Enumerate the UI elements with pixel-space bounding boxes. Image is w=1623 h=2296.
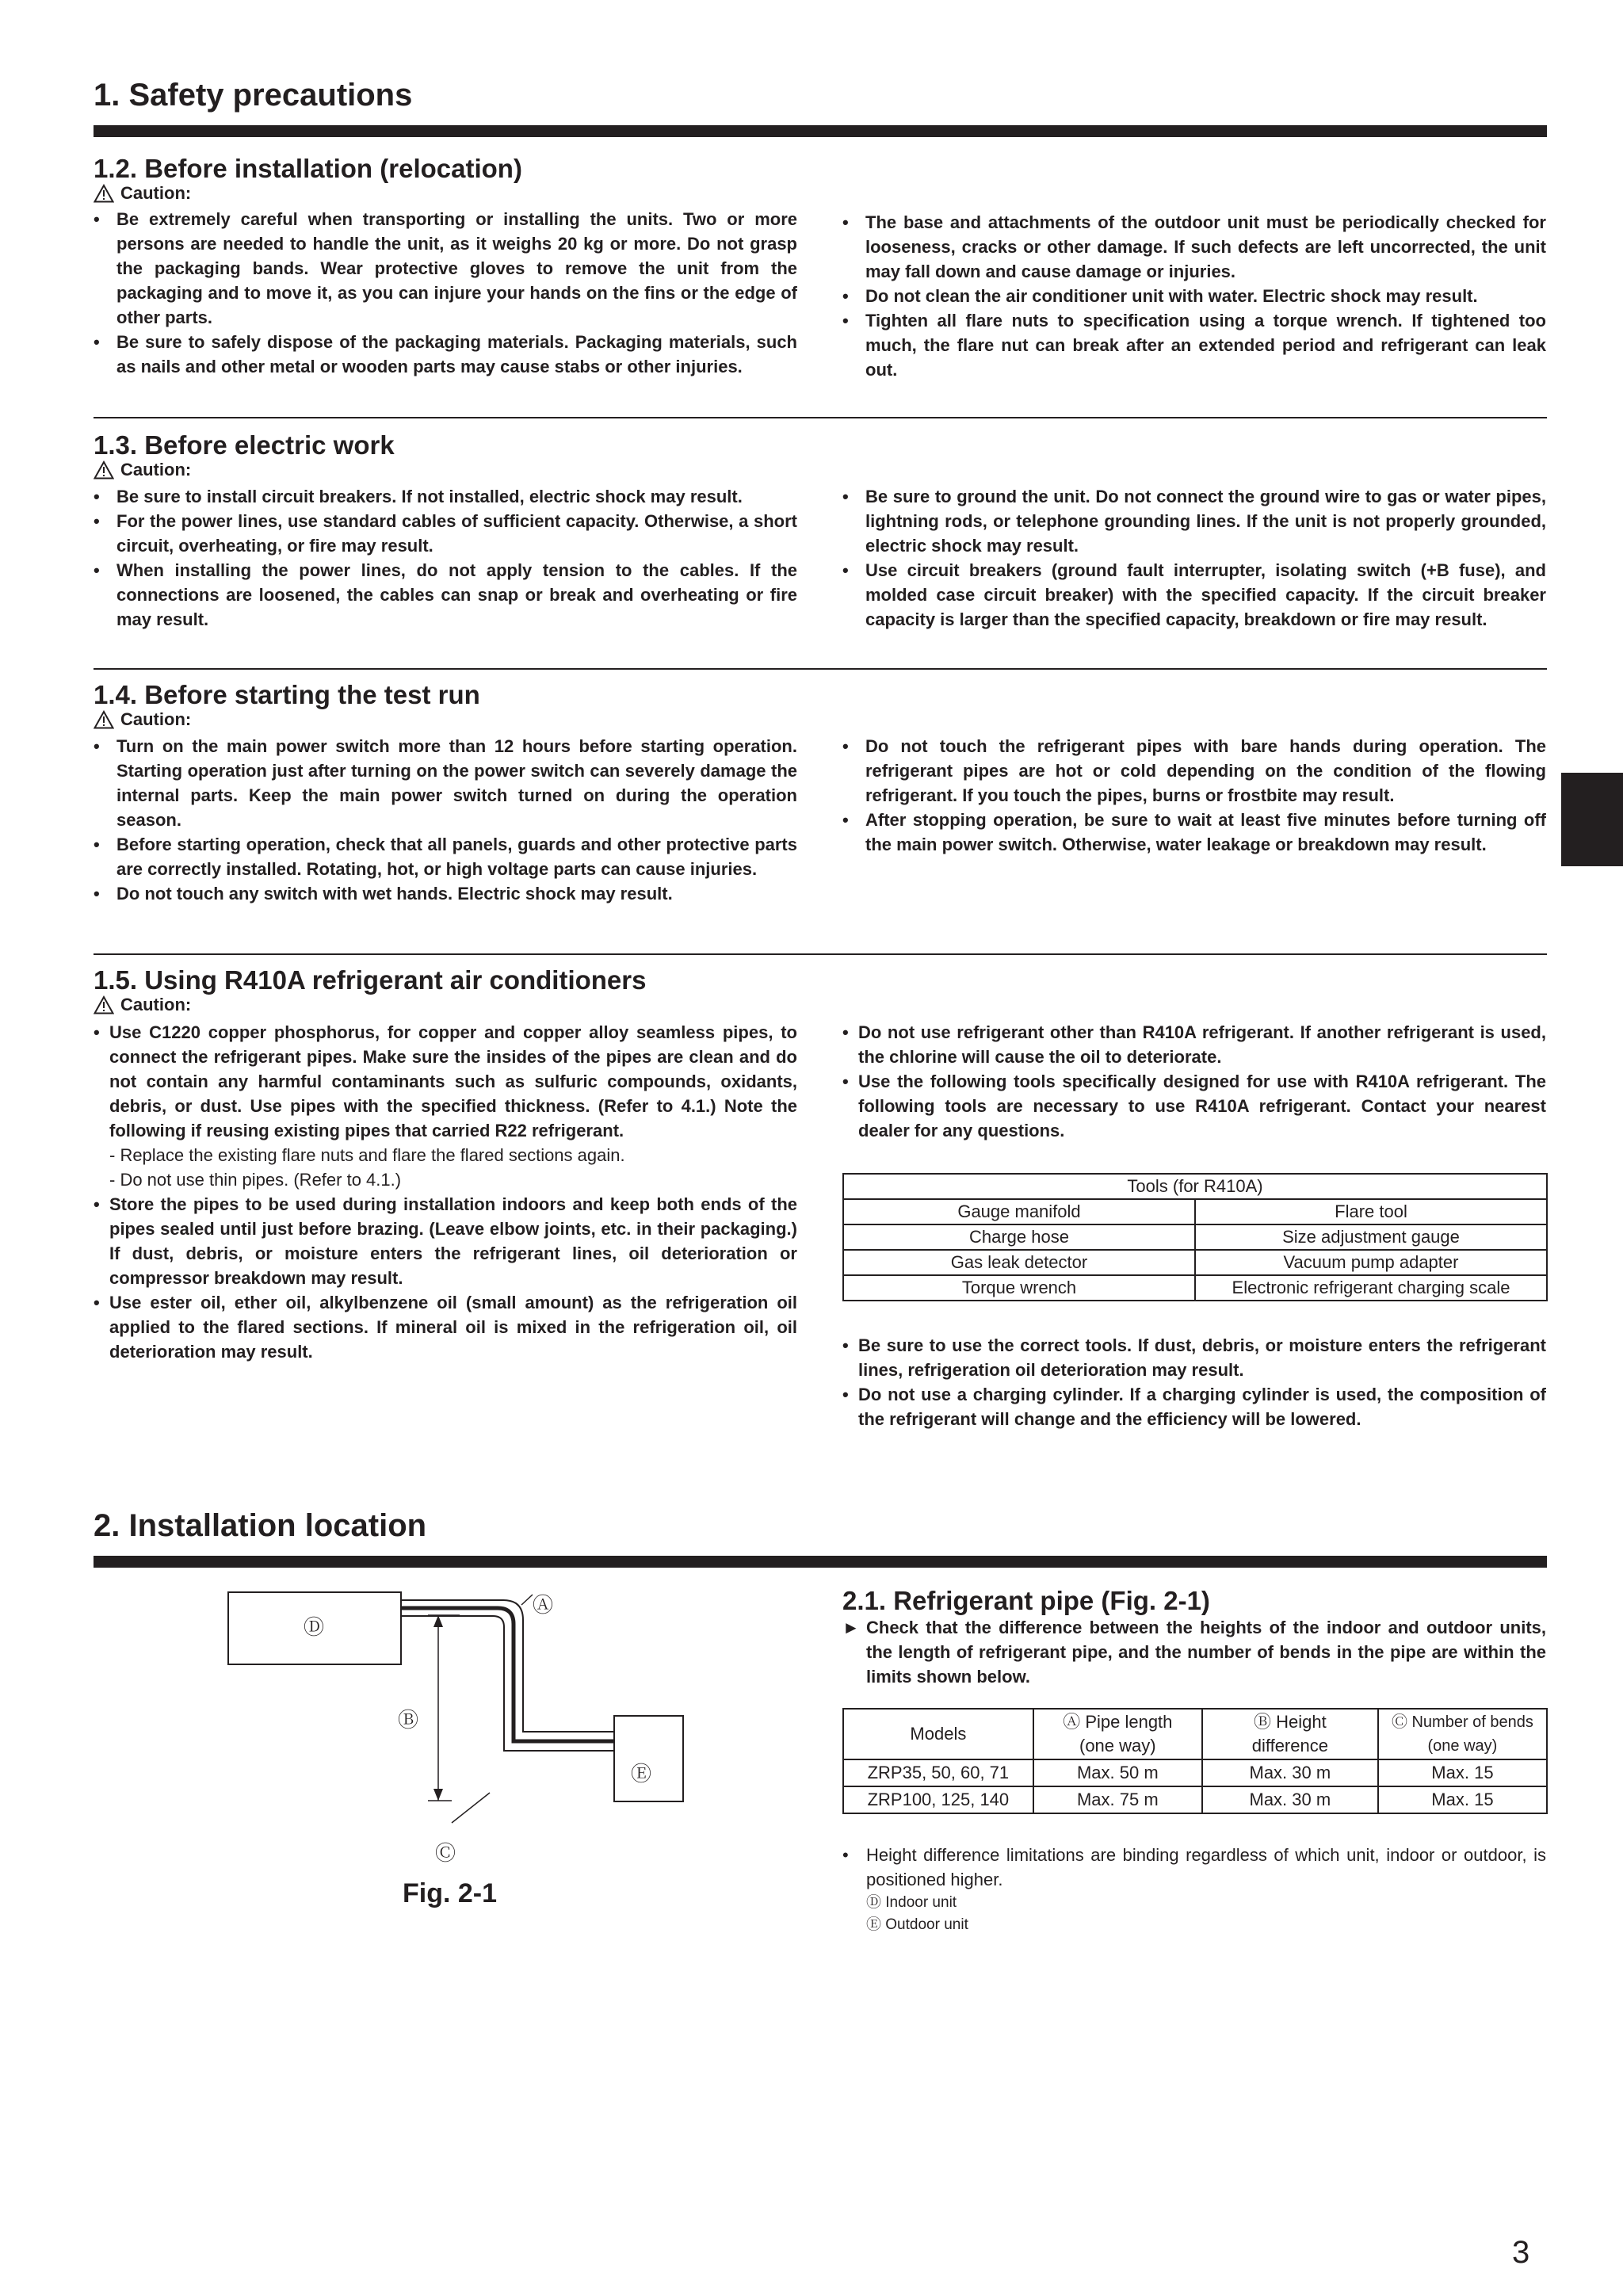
s21-title: 2.1. Refrigerant pipe (Fig. 2-1) [842,1586,1210,1615]
list-item: • Be sure to use the correct tools. If dust, debris, or moisture enters the refrigerant lines, refrigeration oil deterioration may result. [842,1333,1546,1382]
col-height-diff [1202,1709,1378,1759]
fig-label-c: Ⓒ [435,1841,456,1865]
check-text: Check that the difference between the heights of the indoor and outdoor units, the length of refrigerant pipe, and the number of bends in the pipe are within the limits shown below. [866,1618,1546,1687]
table-cell: Max. 75 m [1033,1786,1202,1813]
list-item: • Do not clean the air conditioner unit with water. Electric shock may result. [842,284,1546,308]
list-item: • Do not use a charging cylinder. If a charging cylinder is used, the composition of the refrigerant will change and the efficiency will be lowered. [842,1382,1546,1431]
col-height-line1: Ⓑ Height [1254,1712,1327,1732]
list-item: • After stopping operation, be sure to wait at least five minutes before turning off the main power switch. Otherwise, water leakage or breakdown may result. [842,808,1546,857]
fig-label-a: Ⓐ [533,1593,554,1617]
tools-table-header: Tools (for R410A) [843,1174,1547,1199]
pipe-line-outer [401,1600,614,1732]
table-row [843,1250,1547,1275]
list-item: • When installing the power lines, do not apply tension to the cables. If the connections are loosened, the cables can snap or break and overheating or fire may result. [94,558,797,632]
list-item: • Do not touch the refrigerant pipes with bare hands during operation. The refrigerant pipes are hot or cold depending on the condition of the flowing refrigerant. If you touch the pipes, burns or frostbite may result. [842,734,1546,808]
table-cell: Max. 30 m [1202,1759,1378,1786]
s14-title: 1.4. Before starting the test run [94,680,480,709]
sub-note: - Replace the existing flare nuts and flare the flared sections again. [109,1145,625,1165]
table-cell: Size adjustment gauge [1195,1224,1547,1250]
warning-triangle-icon [94,995,114,1014]
table-cell: Charge hose [843,1224,1195,1250]
col-height-line2: difference [1251,1736,1328,1755]
list-item: • Be sure to ground the unit. Do not connect the ground wire to gas or water pipes, lightning rods, or telephone grounding lines. If the unit is not properly grounded, electric shock may result. [842,484,1546,558]
list-item: • Be sure to install circuit breakers. If not installed, electric shock may result. [94,484,797,509]
caution-label: Caution: [120,460,192,479]
list-item: • Use C1220 copper phosphorus, for copper and copper alloy seamless pipes, to connect the refrigerant pipes. Make sure the insides of the pipes are clean and do not contain any harmful contaminants such as sulfuric compounds, oxidants, debris, or dust. Use pipes with the specified thickness. (Refer to 4.1.) Note the following if reusing existing pipes that carried R22 refrigerant. [94,1020,797,1143]
s12-caution [94,183,191,204]
list-item: • Height difference limitations are binding regardless of which unit, indoor or outdoor, is positioned higher. [842,1843,1546,1892]
s12-right [842,210,1546,382]
table-row [843,1759,1547,1786]
col-bends [1378,1709,1547,1759]
s13-right [842,484,1546,632]
arrow-down [433,1789,443,1801]
table-cell: Flare tool [1195,1199,1547,1224]
legend-indoor-unit: Ⓓ Indoor unit [866,1894,957,1911]
col-pipe-length [1033,1709,1202,1759]
s15-divider [94,953,1547,955]
table-cell: Max. 50 m [1033,1759,1202,1786]
list-item: • Turn on the main power switch more than 12 hours before starting operation. Starting operation just after turning on the power switch can severely damage the internal parts. Keep the main power switch turned on during the operation season. [94,734,797,832]
col-models: Models [843,1709,1033,1759]
table-cell: Max. 30 m [1202,1786,1378,1813]
warning-triangle-icon [94,710,114,729]
table-cell: Torque wrench [843,1275,1195,1301]
list-item: • Be extremely careful when transporting or installing the units. Two or more persons are needed to handle the unit, as it weighs 20 kg or more. Do not grasp the packaging bands. Wear protective gloves to remove the unit from the packaging and to move it, as you can injure your hands on the fins or the edge of other parts. [94,207,797,330]
pipe-line-middle [401,1608,614,1741]
leader-line-a [521,1595,533,1605]
fig-label-e: Ⓔ [631,1762,652,1786]
fig-label-b: Ⓑ [398,1708,419,1732]
section1-rule [94,125,1547,137]
s21-notes [842,1843,1546,1936]
list-item: • Do not touch any switch with wet hands. Electric shock may result. [94,881,797,906]
leader-line-c [452,1793,490,1823]
table-cell: Gauge manifold [843,1199,1195,1224]
list-item: • Use circuit breakers (ground fault interrupter, isolating switch (+B fuse), and molded case circuit breaker) with the specified capacity. If the circuit breaker capacity is larger than the specified capacity, breakdown or fire may result. [842,558,1546,632]
caution-label: Caution: [120,995,192,1014]
fig-label-d: Ⓓ [304,1615,325,1639]
s13-left [94,484,797,632]
list-item: • Store the pipes to be used during installation indoors and keep both ends of the pipes sealed until just before brazing. (Leave elbow joints, etc. in their packaging.) If dust, debris, or moisture enters the refrigerant lines, oil deterioration or compressor breakdown may result. [94,1192,797,1290]
table-row [843,1224,1547,1250]
table-cell: ZRP100, 125, 140 [843,1786,1033,1813]
page-number: 3 [1512,2235,1530,2270]
fig-caption: Fig. 2-1 [403,1878,498,1908]
col-bends-line1: Ⓒ Number of bends [1391,1713,1533,1731]
list-item: • The base and attachments of the outdoor unit must be periodically checked for looseness, cracks or other damage. If such defects are left uncorrected, the unit may fall down and cause damage or injuries. [842,210,1546,284]
s13-title: 1.3. Before electric work [94,430,395,460]
table-row [843,1275,1547,1301]
list-item: • Use the following tools specifically designed for use with R410A refrigerant. The following tools are necessary to use R410A refrigerant. Contact your nearest dealer for any questions. [842,1069,1546,1143]
pipe-line-inner [401,1616,614,1751]
table-header-row [843,1709,1547,1759]
triangle-marker-icon: ► [842,1618,860,1637]
caution-label: Caution: [120,709,192,729]
s21-check [842,1615,1546,1689]
caution-label: Caution: [120,183,192,203]
s14-left [94,734,797,906]
section1-title: 1. Safety precautions [94,78,413,113]
table-cell: Vacuum pump adapter [1195,1250,1547,1275]
table-cell: Gas leak detector [843,1250,1195,1275]
list-item: • Before starting operation, check that all panels, guards and other protective parts are correctly installed. Rotating, hot, or high voltage parts can cause injuries. [94,832,797,881]
table-row [843,1786,1547,1813]
list-item: • For the power lines, use standard cables of sufficient capacity. Otherwise, a short circuit, overheating, or fire may result. [94,509,797,558]
s13-caution [94,460,191,480]
arrow-up [433,1615,443,1627]
s12-left [94,207,797,379]
list-item: • Be sure to safely dispose of the packaging materials. Packaging materials, such as nails and other metal or wooden parts may cause stabs or other injuries. [94,330,797,379]
section2-title: 2. Installation location [94,1508,427,1543]
chapter-tab [1561,773,1623,866]
table-row [843,1199,1547,1224]
s15-right-top [842,1020,1546,1143]
s15-left [94,1020,797,1364]
s14-divider [94,668,1547,670]
fig-2-1-diagram [214,1581,721,1874]
col-pipe-length-line1: Ⓐ Pipe length [1063,1712,1173,1732]
col-bends-line2: (one way) [1427,1737,1498,1755]
list-item: • Tighten all flare nuts to specification using a torque wrench. If tightened too much, the flare nut can break after an extended period and refrigerant can leak out. [842,308,1546,382]
table-cell: ZRP35, 50, 60, 71 [843,1759,1033,1786]
table-cell: Max. 15 [1378,1786,1547,1813]
s14-caution [94,709,191,730]
s15-caution [94,995,191,1015]
legend-outdoor-unit: Ⓔ Outdoor unit [866,1916,968,1933]
s14-right [842,734,1546,857]
list-item: • Use ester oil, ether oil, alkylbenzene oil (small amount) as the refrigeration oil applied to the flared sections. If mineral oil is mixed in the refrigeration oil, oil deterioration may result. [94,1290,797,1364]
tools-table [842,1173,1548,1301]
s15-title: 1.5. Using R410A refrigerant air conditioners [94,965,647,995]
pipe-limits-table [842,1708,1548,1814]
s13-divider [94,417,1547,418]
table-cell: Electronic refrigerant charging scale [1195,1275,1547,1301]
sub-note: - Do not use thin pipes. (Refer to 4.1.) [109,1170,402,1190]
warning-triangle-icon [94,184,114,203]
list-item: • Do not use refrigerant other than R410A refrigerant. If another refrigerant is used, the chlorine will cause the oil to deteriorate. [842,1020,1546,1069]
warning-triangle-icon [94,460,114,479]
col-pipe-length-line2: (one way) [1079,1736,1156,1755]
s15-right-bottom [842,1333,1546,1431]
section2-rule [94,1556,1547,1568]
table-cell: Max. 15 [1378,1759,1547,1786]
s12-title: 1.2. Before installation (relocation) [94,154,522,183]
